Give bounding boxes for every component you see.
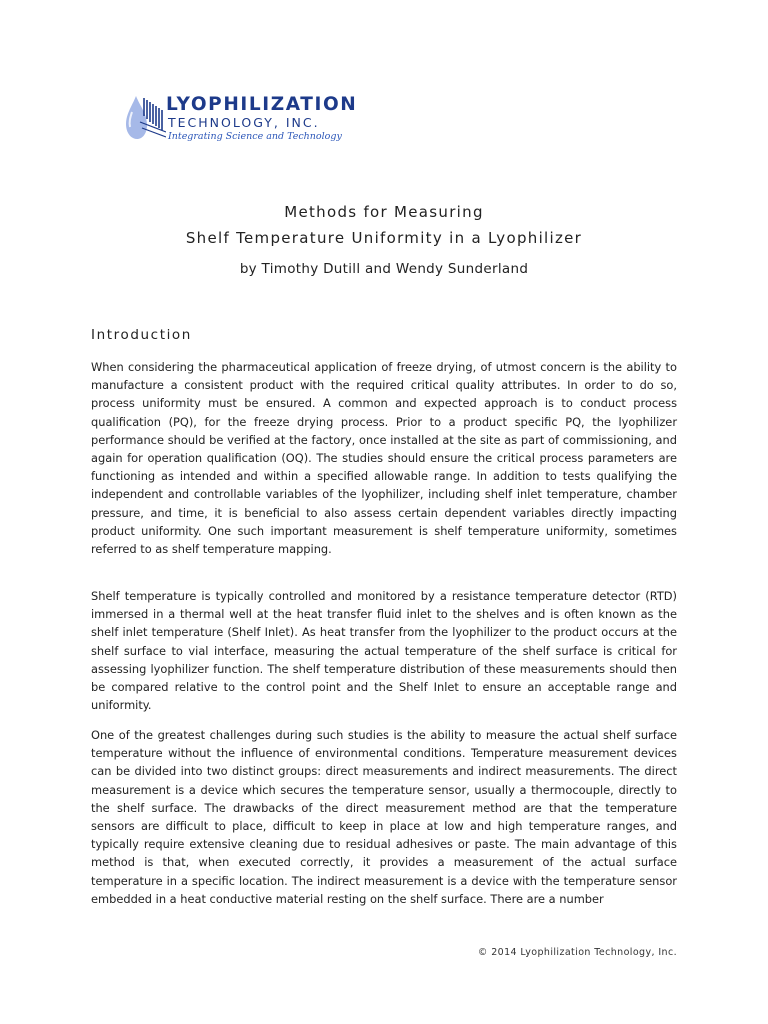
logo-subtitle: TECHNOLOGY, INC. <box>168 115 320 130</box>
copyright-footer: © 2014 Lyophilization Technology, Inc. <box>477 947 677 958</box>
company-logo <box>122 92 362 148</box>
paragraph: When considering the pharmaceutical application of freeze drying, of utmost concern is the ability to manufacture a consistent product with the required critical quality attributes. In order to do so, process uniformity must be ensured. A common and expected approach is to conduct process qualification (PQ), for the freeze drying process. Prior to a product specific PQ, the lyophilizer performance should be verified at the factory, once installed at the site as part of commissioning, and again for operation qualification (OQ). The studies should ensure the critical process parameters are functioning as intended and within a specified allowable range. In addition to tests qualifying the independent and controllable variables of the lyophilizer, including shelf inlet temperature, chamber pressure, and time, it is beneficial to also assess certain dependent variables directly impacting product uniformity. One such important measurement is shelf temperature uniformity, sometimes referred to as shelf temperature mapping. <box>91 360 677 557</box>
document-title-line-2: Shelf Temperature Uniformity in a Lyophilizer <box>185 229 583 247</box>
author-byline: by Timothy Dutill and Wendy Sunderland <box>239 261 529 277</box>
paragraph: Shelf temperature is typically controlled and monitored by a resistance temperature detector (RTD) immersed in a thermal well at the heat transfer fluid inlet to the shelves and is often known as the shelf inlet temperature (Shelf Inlet). As heat transfer from the lyophilizer to the product occurs at the shelf surface to vial interface, measuring the actual temperature of the shelf surface is critical for assessing lyophilizer function. The shelf temperature distribution of these measurements should then be compared relative to the control point and the Shelf Inlet to ensure an acceptable range and uniformity. <box>91 589 677 713</box>
paragraph: One of the greatest challenges during such studies is the ability to measure the actual shelf surface temperature without the influence of environmental conditions. Temperature measurement devices can be divided into two distinct groups: direct measurements and indirect measurements. The direct measurement is a device which secures the temperature sensor, usually a thermocouple, directly to the shelf surface. The drawbacks of the direct measurement method are that the temperature sensors are difficult to place, difficult to keep in place at low and high temperature ranges, and typically require extensive cleaning due to residual adhesives or paste. The main advantage of this method is that, when executed correctly, it provides a measurement of the actual surface temperature in a specific location. The indirect measurement is a device with the temperature sensor embedded in a heat conductive material resting on the shelf surface. There are a number <box>91 728 677 906</box>
logo-tagline: Integrating Science and Technology <box>168 131 342 142</box>
lyophilization-logo-mark-icon <box>122 92 166 146</box>
logo-name: LYOPHILIZATION <box>166 94 358 115</box>
section-heading-introduction: Introduction <box>91 327 192 343</box>
document-title-line-1: Methods for Measuring <box>284 203 484 221</box>
